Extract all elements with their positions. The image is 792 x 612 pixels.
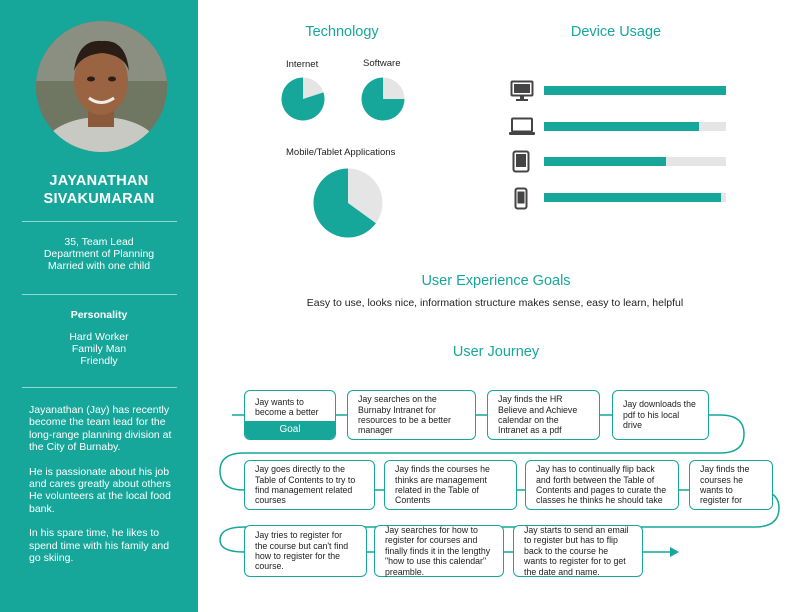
personality-trait: Family Man — [71, 343, 127, 355]
technology-title: Technology — [305, 24, 379, 40]
tech-label-software: Software — [363, 58, 401, 69]
journey-step-7 — [525, 460, 679, 510]
persona-detail-department: Department of Planning — [43, 248, 155, 260]
journey-step-text: Jay wants to become a better — [255, 397, 319, 418]
bio-paragraph: He is passionate about his job and cares greatly about others He volunteers at the local food bank. — [29, 465, 171, 515]
journey-step-1 — [244, 390, 336, 440]
journey-step-text: Jay finds the HR Believe and Achieve calendar on the Intranet as a pdf — [498, 394, 578, 436]
journey-step-9 — [244, 525, 367, 577]
bio-paragraph: In his spare time, he likes to spend time with his family and go skiing. — [29, 527, 170, 565]
journey-step-5 — [244, 460, 375, 510]
journey-step-text: Jay has to continually flip back and forth between the Table of Contents and pages to curate the classes he thinks he should take — [536, 464, 667, 506]
bio-paragraph: Jayanathan (Jay) has recently become the team lead for the long-range planning division at the City of Burnaby. — [29, 404, 172, 454]
goal-tab: Goal — [245, 421, 335, 439]
persona-detail-age-role: 35, Team Lead — [64, 236, 134, 248]
journey-step-4 — [612, 390, 709, 440]
persona-last-name: SIVAKUMARAN — [43, 191, 155, 207]
tech-label-internet: Internet — [286, 59, 319, 70]
personality-heading: Personality — [70, 309, 128, 321]
journey-step-text: Jay finds the courses he wants to register for — [700, 464, 750, 506]
device-usage-title: Device Usage — [570, 24, 662, 40]
journey-step-6 — [384, 460, 517, 510]
journey-step-3 — [487, 390, 600, 440]
persona-first-name: JAYANATHAN — [49, 173, 149, 189]
persona-detail-family: Married with one child — [47, 260, 151, 272]
personality-trait: Friendly — [80, 355, 118, 367]
journey-step-10 — [374, 525, 504, 577]
ux-goals-title: User Experience Goals — [421, 273, 571, 289]
journey-step-11 — [513, 525, 643, 577]
journey-step-2 — [347, 390, 476, 440]
journey-title: User Journey — [452, 344, 540, 360]
personality-trait: Hard Worker — [69, 331, 129, 343]
journey-step-text: Jay downloads the pdf to his local drive — [623, 399, 696, 431]
journey-step-text: Jay starts to send an email to register but has to flip back to the course he wants to register for to get the date and name. — [524, 524, 629, 577]
journey-step-8 — [689, 460, 773, 510]
journey-step-text: Jay searches for how to register for courses and finally finds it in the lengthy "how to use this calendar" preamble. — [385, 524, 491, 577]
journey-step-text: Jay finds the courses he thinks are management related in the Table of Contents — [395, 464, 490, 506]
journey-end-arrow — [670, 547, 679, 557]
journey-step-text: Jay goes directly to the Table of Contents to try to find management related courses — [255, 464, 356, 506]
ux-goals-text: Easy to use, looks nice, information structure makes sense, easy to learn, helpful — [306, 297, 684, 309]
journey-step-text: Jay tries to register for the course but can't find how to register for the course. — [255, 530, 349, 572]
journey-step-text: Jay searches on the Burnaby Intranet for resources to be a better manager — [358, 394, 451, 436]
tech-label-mobile: Mobile/Tablet Applications — [286, 147, 396, 158]
